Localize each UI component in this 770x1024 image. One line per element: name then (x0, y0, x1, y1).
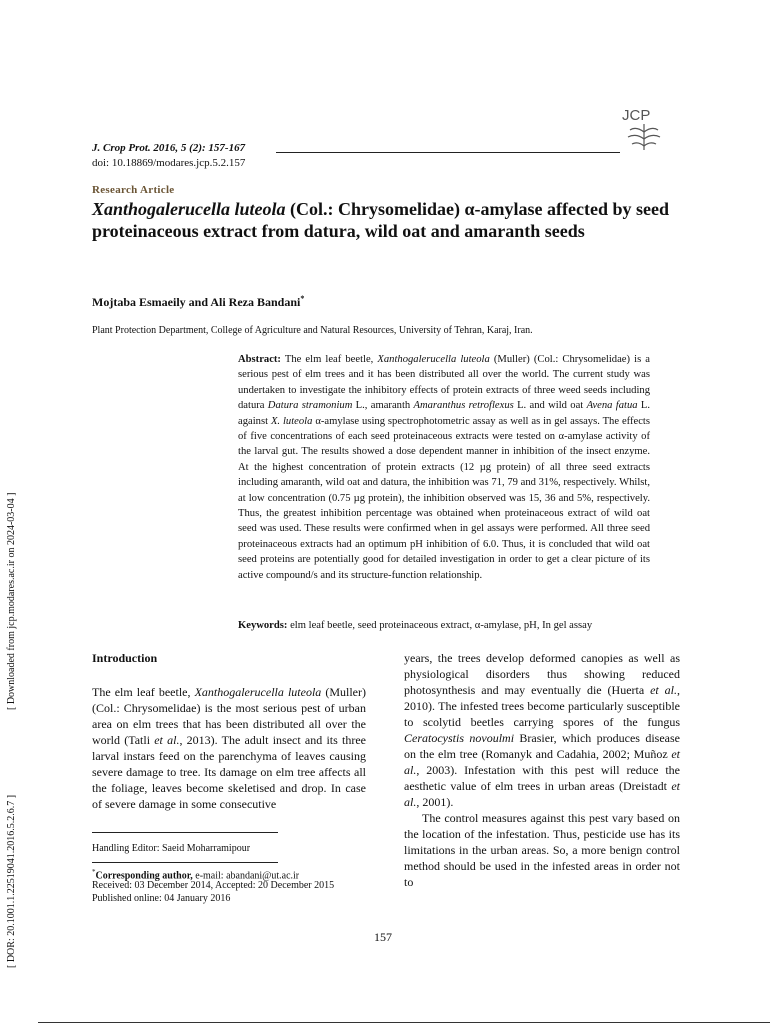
article-type: Research Article (92, 184, 175, 196)
author-names: Mojtaba Esmaeily and Ali Reza Bandani (92, 295, 301, 309)
body-text: , 2010). The infested trees become particularly susceptible to scolytid beetles carrying spores of the fungus (404, 683, 681, 729)
body-italic: et al. (154, 733, 180, 747)
affiliation: Plant Protection Department, College of Agriculture and Natural Resources, University of Tehran, Karaj, Iran. (92, 325, 533, 336)
header-rule (276, 152, 620, 153)
section-heading-introduction: Introduction (92, 651, 158, 665)
bottom-rule (38, 1022, 770, 1023)
published-date: Published online: 04 January 2016 (92, 893, 231, 904)
abstract-label: Abstract: (238, 354, 281, 365)
body-left-column (92, 650, 366, 812)
body-italic: et al. (650, 683, 678, 697)
abstract-text: L., amaranth (352, 400, 414, 412)
body-text: The elm leaf beetle, (92, 685, 195, 699)
body-italic: Ceratocystis novoulmi (404, 731, 515, 745)
title-rest: (Col.: Chrysomelidae) α-amylase affected by seed proteinaceous extract from datura, wild oat and amaranth seeds (92, 199, 669, 241)
corresponding-label: Corresponding author, (95, 870, 193, 882)
keywords-text: elm leaf beetle, seed proteinaceous extract, α-amylase, pH, In gel assay (287, 620, 593, 631)
abstract-text: L. against (238, 400, 650, 427)
abstract-text: α-amylase using spectrophotometric assay as well as in gel assays. The effects of five concentrations of each seed proteinaceous extracts were tested on α-amylase activity of the larval gut. The results showed a dose dependent manner in inhibition of the insect enzyme. At the highest concentration of protein extracts (12 µg protein) of all three seed extracts including amaranth, wild oat and datura, the inhibition was 71, 79 and 31%, respectively. Whilst, at low concentration (0.75 µg protein), the inhibition observed was 15, 36 and 5%, respectively. Thus, the greatest inhibition percentage was obtained when proteinaceous extract of wild oat seed was used. These results were confirmed when in gel assays were performed. All three seed proteinaceous extracts had an optimum pH inhibition of 6.0. Thus, it is concluded that wild oat seed proteins are potentially good for detailed investigation in order to get a clear picture of its active compound/s and its structure-function relationship. (238, 415, 651, 581)
article-title (92, 198, 672, 242)
body-italic: et al. (404, 779, 680, 809)
handling-editor: Handling Editor: Saeid Moharramipour (92, 843, 251, 854)
keywords (238, 620, 658, 631)
body-italic: et al. (404, 747, 680, 777)
corresponding-mark: * (300, 294, 305, 303)
abstract-text: L. and wild oat (513, 400, 587, 412)
abstract-text: (Muller) (Col.: Chrysomelidae) is a serious pest of elm trees and it has been distributed all over the world. The current study was undertaken to investigate the inhibitory effects of protein extracts of three weed seeds including datura (238, 354, 650, 412)
abstract-italic: Amaranthus retroflexus (413, 400, 514, 412)
dor-stamp: [ DOR: 20.1001.1.22519041.2016.5.2.6.7 ] (6, 794, 17, 968)
body-text: , 2013). The adult insect and its three larval instars feed on the parenchyma of leaves causing severe damage to tree. Its damage on elm tree affects all the foliage, leaves become skeletised and drop. In case of severe damage in some consecutive (92, 733, 366, 811)
footnote-rule (92, 832, 278, 833)
journal-citation: J. Crop Prot. 2016, 5 (2): 157-167 (92, 142, 246, 154)
corresponding-mark: * (92, 868, 96, 876)
logo-text: JCP (622, 107, 651, 124)
body-right-column (404, 650, 680, 890)
body-paragraph (404, 650, 680, 810)
authors (92, 294, 304, 310)
keywords-label: Keywords: (238, 620, 288, 631)
body-text: years, the trees develop deformed canopies as well as physiological disorders thus showing reduced photosynthesis and may eventually die (Huerta (404, 651, 680, 697)
body-italic: Xanthogalerucella luteola (194, 685, 322, 699)
page-number: 157 (374, 930, 392, 944)
abstract-italic: Xanthogalerucella luteola (377, 354, 490, 365)
received-dates: Received: 03 December 2014, Accepted: 20 December 2015 (92, 880, 335, 891)
footnote-rule (92, 862, 278, 863)
doi: doi: 10.18869/modares.jcp.5.2.157 (92, 157, 246, 169)
body-paragraph: The control measures against this pest vary based on the location of the infestation. Thus, pesticide use has its limitations in the urban areas. So, a more benign control method should be used in the infested areas in order not to (404, 811, 680, 889)
abstract-italic: X. luteola (270, 415, 313, 427)
body-text: , 2003). Infestation with this pest will reduce the aesthetic value of elm trees in urban areas (Dreistadt (404, 763, 680, 793)
corresponding-email: e-mail: abandani@ut.ac.ir (192, 870, 300, 882)
body-text: (Muller) (Col.: Chrysomelidae) is the most serious pest of urban area on elm trees that has been distributed all over the world (Tatli (92, 685, 367, 747)
body-paragraph (92, 684, 366, 812)
abstract (238, 352, 650, 583)
abstract-italic: Avena fatua (586, 400, 638, 412)
body-text: Brasier, which produces disease on the elm tree (Romanyk and Cadahia, 2002; Muñoz (404, 731, 680, 761)
abstract-italic: Datura stramonium (267, 400, 353, 412)
download-stamp: [ Downloaded from jcp.modares.ac.ir on 2024-03-04 ] (6, 492, 17, 710)
title-species: Xanthogalerucella luteola (92, 199, 286, 219)
abstract-text: The elm leaf beetle, (280, 354, 378, 365)
journal-logo (616, 104, 672, 152)
body-text: , 2001). (416, 795, 454, 809)
